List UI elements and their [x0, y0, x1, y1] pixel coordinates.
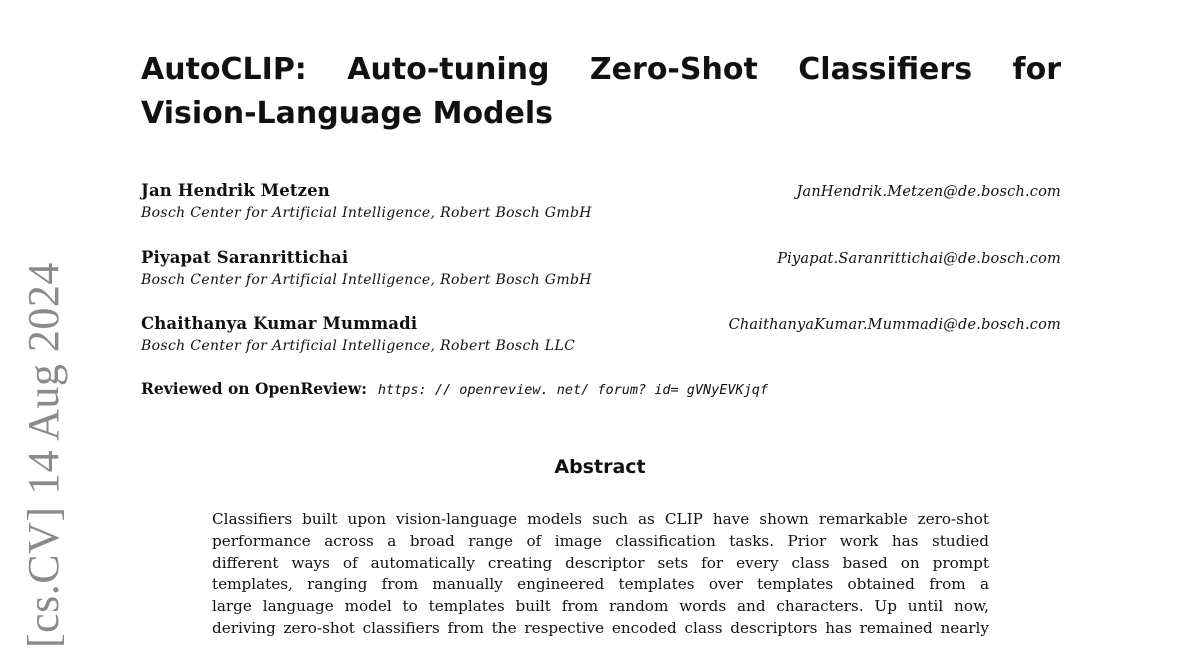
- abstract-line: deriving zero-shot classifiers from the respective encoded class descriptors has remained nearly: [212, 618, 989, 637]
- author-block: [141, 180, 1061, 223]
- arxiv-identifier-stamp: [cs.CV] 14 Aug 2024: [19, 262, 68, 648]
- author-name: Chaithanya Kumar Mummadi: [141, 314, 418, 333]
- abstract-line: performance across a broad range of image classification tasks. Prior work has studied: [212, 531, 989, 550]
- abstract-line: templates, ranging from manually engineered templates over templates obtained from a: [212, 575, 989, 594]
- review-label: Reviewed on OpenReview:: [141, 379, 367, 398]
- author-name: Piyapat Saranrittichai: [141, 248, 349, 267]
- abstract-heading: Abstract: [554, 456, 646, 478]
- abstract-line: Classifiers built upon vision-language models such as CLIP have shown remarkable zero-shot: [212, 510, 989, 528]
- abstract-body: [212, 509, 989, 640]
- author-affiliation: Bosch Center for Artificial Intelligence, Robert Bosch GmbH: [141, 272, 592, 288]
- review-line: [141, 378, 768, 401]
- openreview-link[interactable]: https: // openreview. net/ forum? id= gVNyEVKjqf: [377, 382, 769, 398]
- author-email[interactable]: ChaithanyaKumar.Mummadi@de.bosch.com: [728, 317, 1061, 333]
- abstract-line: large language model to templates built from random words and characters. Up until now,: [212, 597, 989, 616]
- author-affiliation: Bosch Center for Artificial Intelligence, Robert Bosch LLC: [141, 338, 576, 354]
- author-email[interactable]: JanHendrik.Metzen@de.bosch.com: [796, 184, 1061, 200]
- author-email[interactable]: Piyapat.Saranrittichai@de.bosch.com: [777, 251, 1061, 267]
- author-block: [141, 247, 1061, 290]
- author-name: Jan Hendrik Metzen: [141, 181, 330, 200]
- author-block: [141, 313, 1061, 356]
- abstract-line: different ways of automatically creating descriptor sets for every class based on prompt: [212, 553, 989, 572]
- author-affiliation: Bosch Center for Artificial Intelligence, Robert Bosch GmbH: [141, 205, 592, 221]
- paper-title: AutoCLIP: Auto-tuning Zero-Shot Classifiers for Vision-Language Models: [141, 52, 1061, 131]
